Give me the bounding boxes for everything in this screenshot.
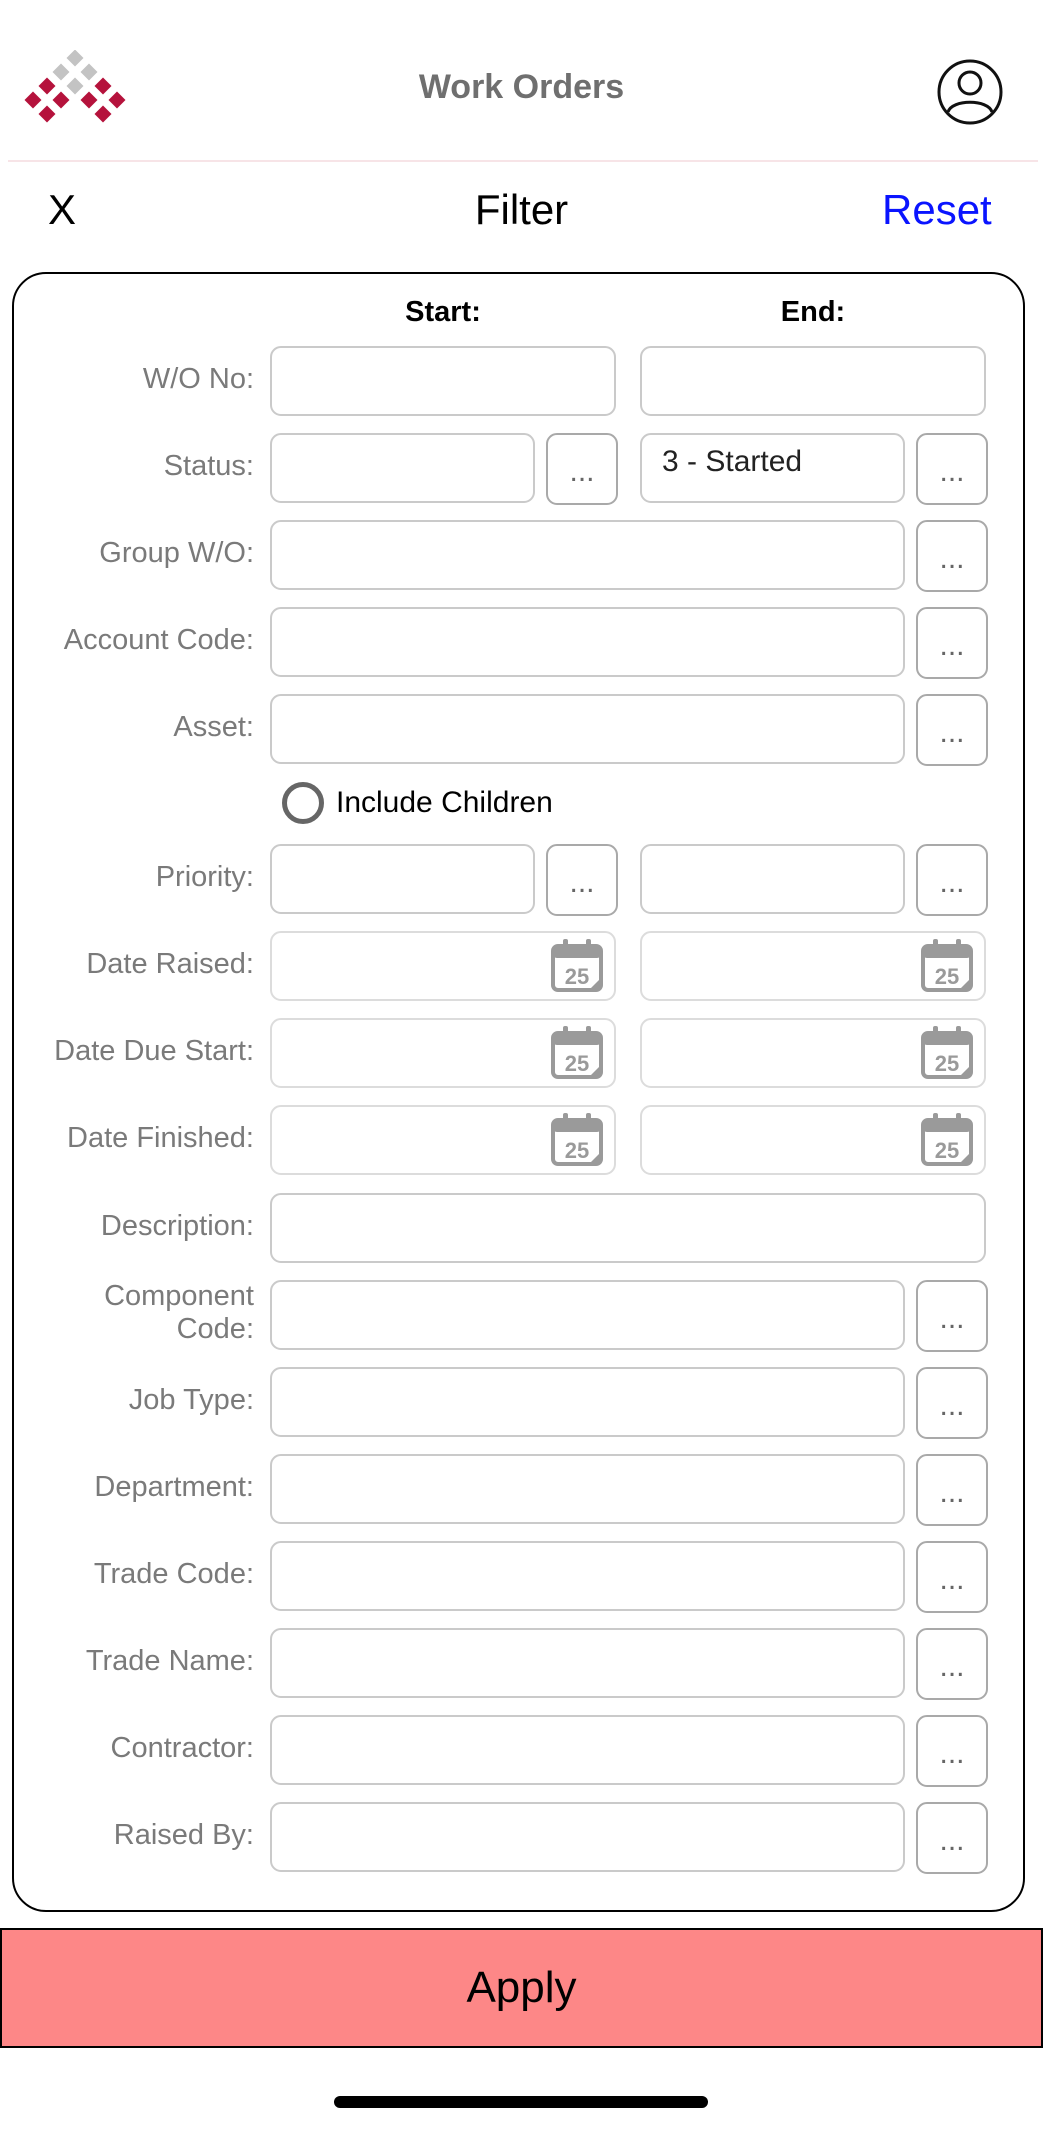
group-wo-picker-button[interactable]: ... xyxy=(916,520,988,592)
profile-icon[interactable] xyxy=(936,58,1004,126)
trade-name-field[interactable] xyxy=(270,1628,905,1698)
trade-name-picker-button[interactable]: ... xyxy=(916,1628,988,1700)
job-type-label: Job Type: xyxy=(128,1384,254,1416)
component-code-picker-button[interactable]: ... xyxy=(916,1280,988,1352)
job-type-field[interactable] xyxy=(270,1367,905,1437)
description-label: Description: xyxy=(100,1210,254,1242)
group-wo-field[interactable] xyxy=(270,520,905,590)
department-label: Department: xyxy=(94,1471,254,1503)
account-code-field[interactable] xyxy=(270,607,905,677)
end-column-header: End: xyxy=(780,296,846,328)
trade-code-label: Trade Code: xyxy=(93,1558,254,1590)
include-children-label[interactable]: Include Children xyxy=(336,786,553,819)
app-title: Work Orders xyxy=(418,68,625,106)
trade-name-label: Trade Name: xyxy=(85,1645,254,1677)
calendar-icon[interactable] xyxy=(921,938,975,999)
start-column-header: Start: xyxy=(405,296,481,328)
status-label: Status: xyxy=(163,450,254,482)
wo-no-start-field[interactable] xyxy=(270,346,616,416)
account-code-picker-button[interactable]: ... xyxy=(916,607,988,679)
filter-title: Filter xyxy=(474,186,569,233)
calendar-icon[interactable] xyxy=(551,1112,605,1173)
department-picker-button[interactable]: ... xyxy=(916,1454,988,1526)
include-children-radio[interactable] xyxy=(282,782,324,824)
status-end-field[interactable]: 3 - Started xyxy=(640,433,905,503)
calendar-icon[interactable] xyxy=(551,938,605,999)
contractor-label: Contractor: xyxy=(110,1732,254,1764)
priority-start-field[interactable] xyxy=(270,844,535,914)
header-divider xyxy=(8,160,1038,162)
close-button[interactable]: X xyxy=(48,186,77,233)
group-wo-label: Group W/O: xyxy=(99,537,254,569)
raised-by-label: Raised By: xyxy=(113,1819,254,1851)
contractor-field[interactable] xyxy=(270,1715,905,1785)
reset-button[interactable]: Reset xyxy=(882,186,992,233)
calendar-icon[interactable] xyxy=(921,1112,975,1173)
home-indicator xyxy=(334,2096,708,2108)
component-code-field[interactable] xyxy=(270,1280,905,1350)
date-finished-label: Date Finished: xyxy=(67,1122,254,1154)
calendar-icon[interactable] xyxy=(551,1025,605,1086)
job-type-picker-button[interactable]: ... xyxy=(916,1367,988,1439)
wo-no-label: W/O No: xyxy=(142,363,254,395)
status-end-picker-button[interactable]: ... xyxy=(916,433,988,505)
svg-text:25: 25 xyxy=(564,964,590,989)
date-due-start-label: Date Due Start: xyxy=(54,1035,254,1067)
priority-end-field[interactable] xyxy=(640,844,905,914)
contractor-picker-button[interactable]: ... xyxy=(916,1715,988,1787)
description-field[interactable] xyxy=(270,1193,986,1263)
raised-by-picker-button[interactable]: ... xyxy=(916,1802,988,1874)
svg-text:25: 25 xyxy=(564,1138,590,1163)
date-raised-label: Date Raised: xyxy=(86,948,254,980)
asset-picker-button[interactable]: ... xyxy=(916,694,988,766)
priority-start-picker-button[interactable]: ... xyxy=(546,844,618,916)
trade-code-field[interactable] xyxy=(270,1541,905,1611)
asset-field[interactable] xyxy=(270,694,905,764)
apply-button[interactable]: Apply xyxy=(0,1928,1043,2048)
status-start-field[interactable] xyxy=(270,433,535,503)
status-start-picker-button[interactable]: ... xyxy=(546,433,618,505)
trade-code-picker-button[interactable]: ... xyxy=(916,1541,988,1613)
component-code-label-line2: Code: xyxy=(176,1313,254,1345)
asset-label: Asset: xyxy=(173,711,254,743)
priority-label: Priority: xyxy=(155,861,254,893)
calendar-icon[interactable] xyxy=(921,1025,975,1086)
component-code-label xyxy=(16,1280,254,1346)
priority-end-picker-button[interactable]: ... xyxy=(916,844,988,916)
department-field[interactable] xyxy=(270,1454,905,1524)
wo-no-end-field[interactable] xyxy=(640,346,986,416)
svg-text:25: 25 xyxy=(564,1051,590,1076)
svg-text:25: 25 xyxy=(934,964,960,989)
component-code-label-line1: Component xyxy=(104,1280,254,1312)
account-code-label: Account Code: xyxy=(63,624,254,656)
svg-text:25: 25 xyxy=(934,1051,960,1076)
svg-text:25: 25 xyxy=(934,1138,960,1163)
raised-by-field[interactable] xyxy=(270,1802,905,1872)
